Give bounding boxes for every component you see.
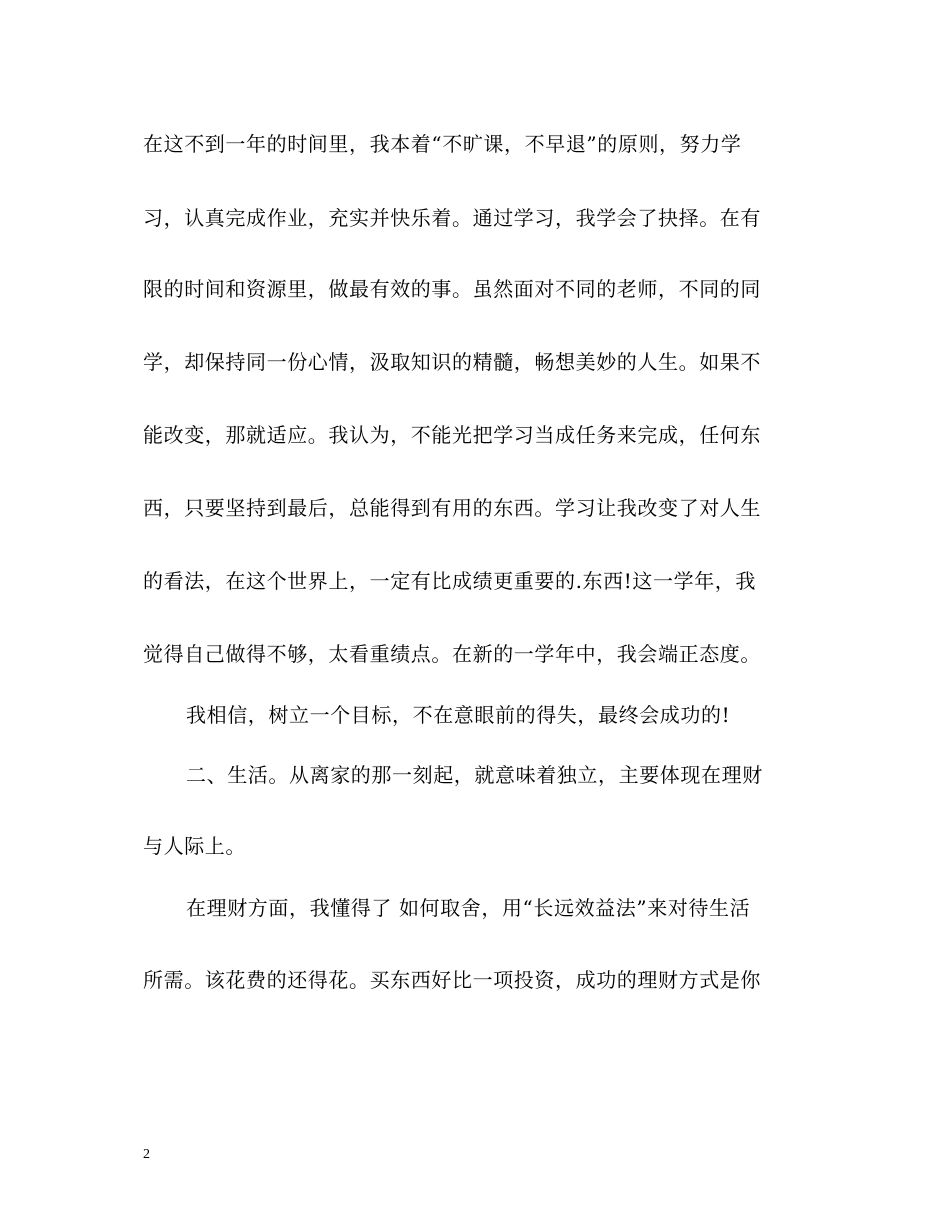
body-line-11: 与人际上。 bbox=[143, 834, 246, 858]
body-line-2: 习，认真完成作业，充实并快乐着。通过学习，我学会了抉择。在有 bbox=[143, 206, 761, 230]
body-line-9: 我相信，树立一个目标，不在意眼前的得失，最终会成功的! bbox=[186, 703, 731, 727]
body-line-13: 所需。该花费的还得花。买东西好比一项投资，成功的理财方式是你 bbox=[143, 968, 761, 992]
body-line-10: 二、生活。从离家的那一刻起，就意味着独立，主要体现在理财 bbox=[186, 763, 763, 787]
body-line-5: 能改变，那就适应。我认为，不能光把学习当成任务来完成，任何东 bbox=[143, 423, 761, 447]
body-line-12: 在理财方面，我懂得了 如何取舍，用“长远效益法”来对待生活 bbox=[186, 896, 751, 920]
body-line-6: 西，只要坚持到最后，总能得到有用的东西。学习让我改变了对人生 bbox=[143, 496, 761, 520]
body-line-1: 在这不到一年的时间里，我本着“不旷课，不早退”的原则，努力学 bbox=[143, 132, 742, 156]
body-line-4: 学，却保持同一份心情，汲取知识的精髓，畅想美妙的人生。如果不 bbox=[143, 350, 761, 374]
page-number: 2 bbox=[143, 1147, 150, 1162]
body-line-8: 觉得自己做得不够，太看重绩点。在新的一学年中，我会端正态度。 bbox=[143, 642, 761, 666]
body-line-7: 的看法，在这个世界上，一定有比成绩更重要的.东西!这一学年，我 bbox=[143, 569, 756, 593]
body-line-3: 限的时间和资源里，做最有效的事。虽然面对不同的老师，不同的同 bbox=[143, 277, 761, 301]
